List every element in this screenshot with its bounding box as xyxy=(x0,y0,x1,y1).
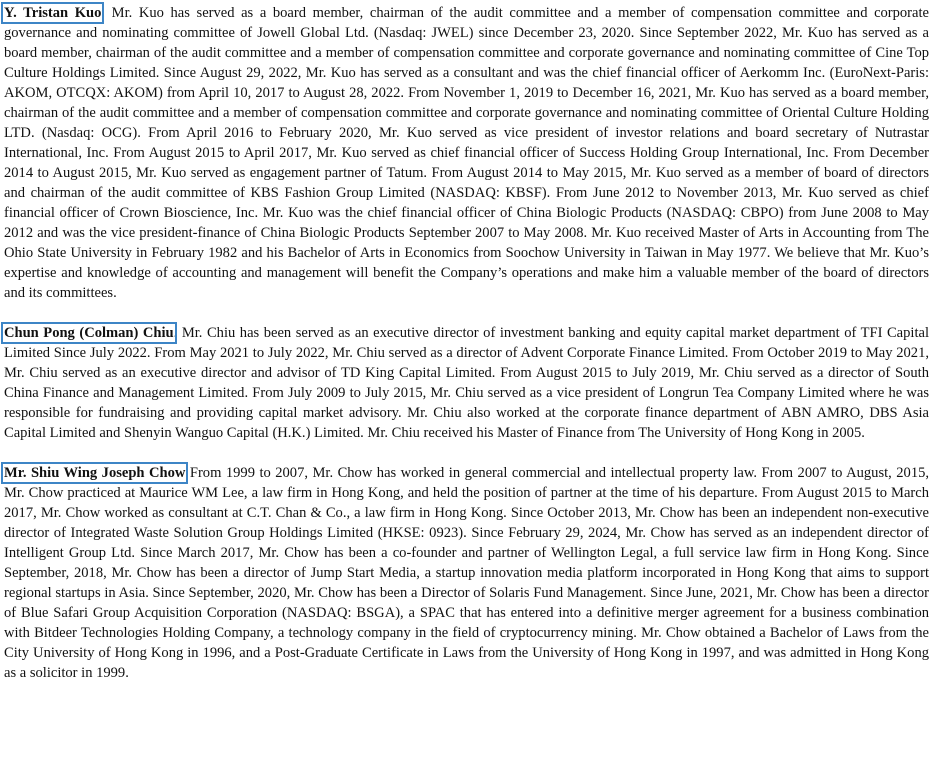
bio-paragraph-chiu xyxy=(4,323,929,443)
bio-name-kuo: Y. Tristan Kuo xyxy=(4,5,102,21)
paragraph-gap xyxy=(4,443,929,463)
bio-paragraph-kuo xyxy=(4,3,929,303)
paragraph-gap xyxy=(4,303,929,323)
bio-paragraph-chow xyxy=(4,463,929,683)
bio-name-trail-chiu: . xyxy=(173,325,178,341)
bio-text-chiu: Mr. Chiu has been served as an executive director of investment banking and equity capital market department of TFI Capital Limited Since July 2022. From May 2021 to July 2022, Mr. Chiu served as a director of Advent Corporate Finance Limited. From October 2019 to May 2021, Mr. Chiu served as an executive director and advisor of TD King Capital Limited. From August 2015 to July 2019, Mr. Chiu served as a director of South China Finance and Management Limited. From July 2009 to July 2015, Mr. Chiu served as a vice president of Longrun Tea Company Limited where he was responsible for fundraising and providing capital market advisory. Mr. Chiu also worked at the corporate finance department of ABN AMRO, DBS Asia Capital Limited and Shenyin Wanguo Capital (H.K.) Limited. Mr. Chiu received his Master of Finance from The University of Hong Kong in 2005. xyxy=(4,325,929,441)
bio-name-chow: Mr. Shiu Wing Joseph Chow xyxy=(4,465,186,481)
bio-text-chow: From 1999 to 2007, Mr. Chow has worked in general commercial and intellectual property law. From 2007 to August, 2015, Mr. Chow practiced at Maurice WM Lee, a law firm in Hong Kong, and held the position of partner at the time of his departure. From August 2015 to March 2017, Mr. Chow worked as consultant at C.T. Chan & Co., a law firm in Hong Kong. Since October 2013, Mr. Chow has been an independent non-executive director of Integrated Waste Solution Group Holdings Limited (HKSE: 0923). Since February 29, 2024, Mr. Chow has served as an independent director of Intelligent Group Ltd. Since March 2017, Mr. Chow has been a co-founder and partner of Wellington Legal, a full service law firm in Hong Kong. Since September, 2018, Mr. Chow has been a director of Jump Start Media, a startup innovation media platform incorporated in Hong Kong that aims to support regional startups in Asia. Since September, 2020, Mr. Chow has been a Director of Solaris Fund Management. Since June, 2021, Mr. Chow has been a director of Blue Safari Group Acquisition Corporation (NASDAQ: BSGA), a SPAC that has entered into a definitive merger agreement for a business combination with Bitdeer Technologies Holding Company, a technology company in the field of cryptocurrency mining. Mr. Chow obtained a Bachelor of Laws from the City University of Hong Kong in 1996, and a Post-Graduate Certificate in Laws from the University of Hong Kong in 1997, and was admitted in Hong Kong as a solicitor in 1999. xyxy=(4,465,930,681)
document-body xyxy=(4,3,929,683)
bio-name-trail-kuo: . xyxy=(101,5,106,21)
bio-text-kuo: Mr. Kuo has served as a board member, chairman of the audit committee and a member of compensation committee and corporate governance and nominating committee of Jowell Global Ltd. (Nasdaq: JWEL) since December 23, 2020. Since September 2022, Mr. Kuo has served as a board member, chairman of the audit committee and a member of compensation committee and corporate governance and nominating committee of Cine Top Culture Holdings Limited. Since August 29, 2022, Mr. Kuo has served as a consultant and was the chief financial officer of Aerkomm Inc. (EuroNext-Paris: AKOM, OTCQX: AKOM) from April 10, 2017 to August 28, 2022. From November 1, 2019 to December 16, 2021, Mr. Kuo has served as a board member, chairman of the audit committee and a member of compensation committee and corporate governance and nominating committee of Oriental Culture Holding LTD. (Nasdaq: OCG). From April 2016 to February 2020, Mr. Kuo served as vice president of investor relations and board secretary of Nutrastar International, Inc. From August 2015 to April 2017, Mr. Kuo served as chief financial officer of Success Holding Group International, Inc. From December 2014 to August 2015, Mr. Kuo served as engagement partner of Tatum. From August 2014 to May 2015, Mr. Kuo served as a member of board of directors and chairman of the audit committee of KBS Fashion Group Limited (NASDAQ: KBSF). From June 2012 to November 2013, Mr. Kuo served as chief financial officer of Crown Bioscience, Inc. Mr. Kuo was the chief financial officer of China Biologic Products (NASDAQ: CBPO) from June 2008 to May 2012 and was the vice president-finance of China Biologic Products September 2007 to May 2008. Mr. Kuo received Master of Arts in Accounting from The Ohio State University in February 1982 and his Bachelor of Arts in Economics from Soochow University in Taiwan in May 1977. We believe that Mr. Kuo’s expertise and knowledge of accounting and management will benefit the Company’s operations and make him a valuable member of the board of directors and its committees. xyxy=(4,5,929,301)
bio-name-chiu: Chun Pong (Colman) Chiu xyxy=(4,325,174,341)
